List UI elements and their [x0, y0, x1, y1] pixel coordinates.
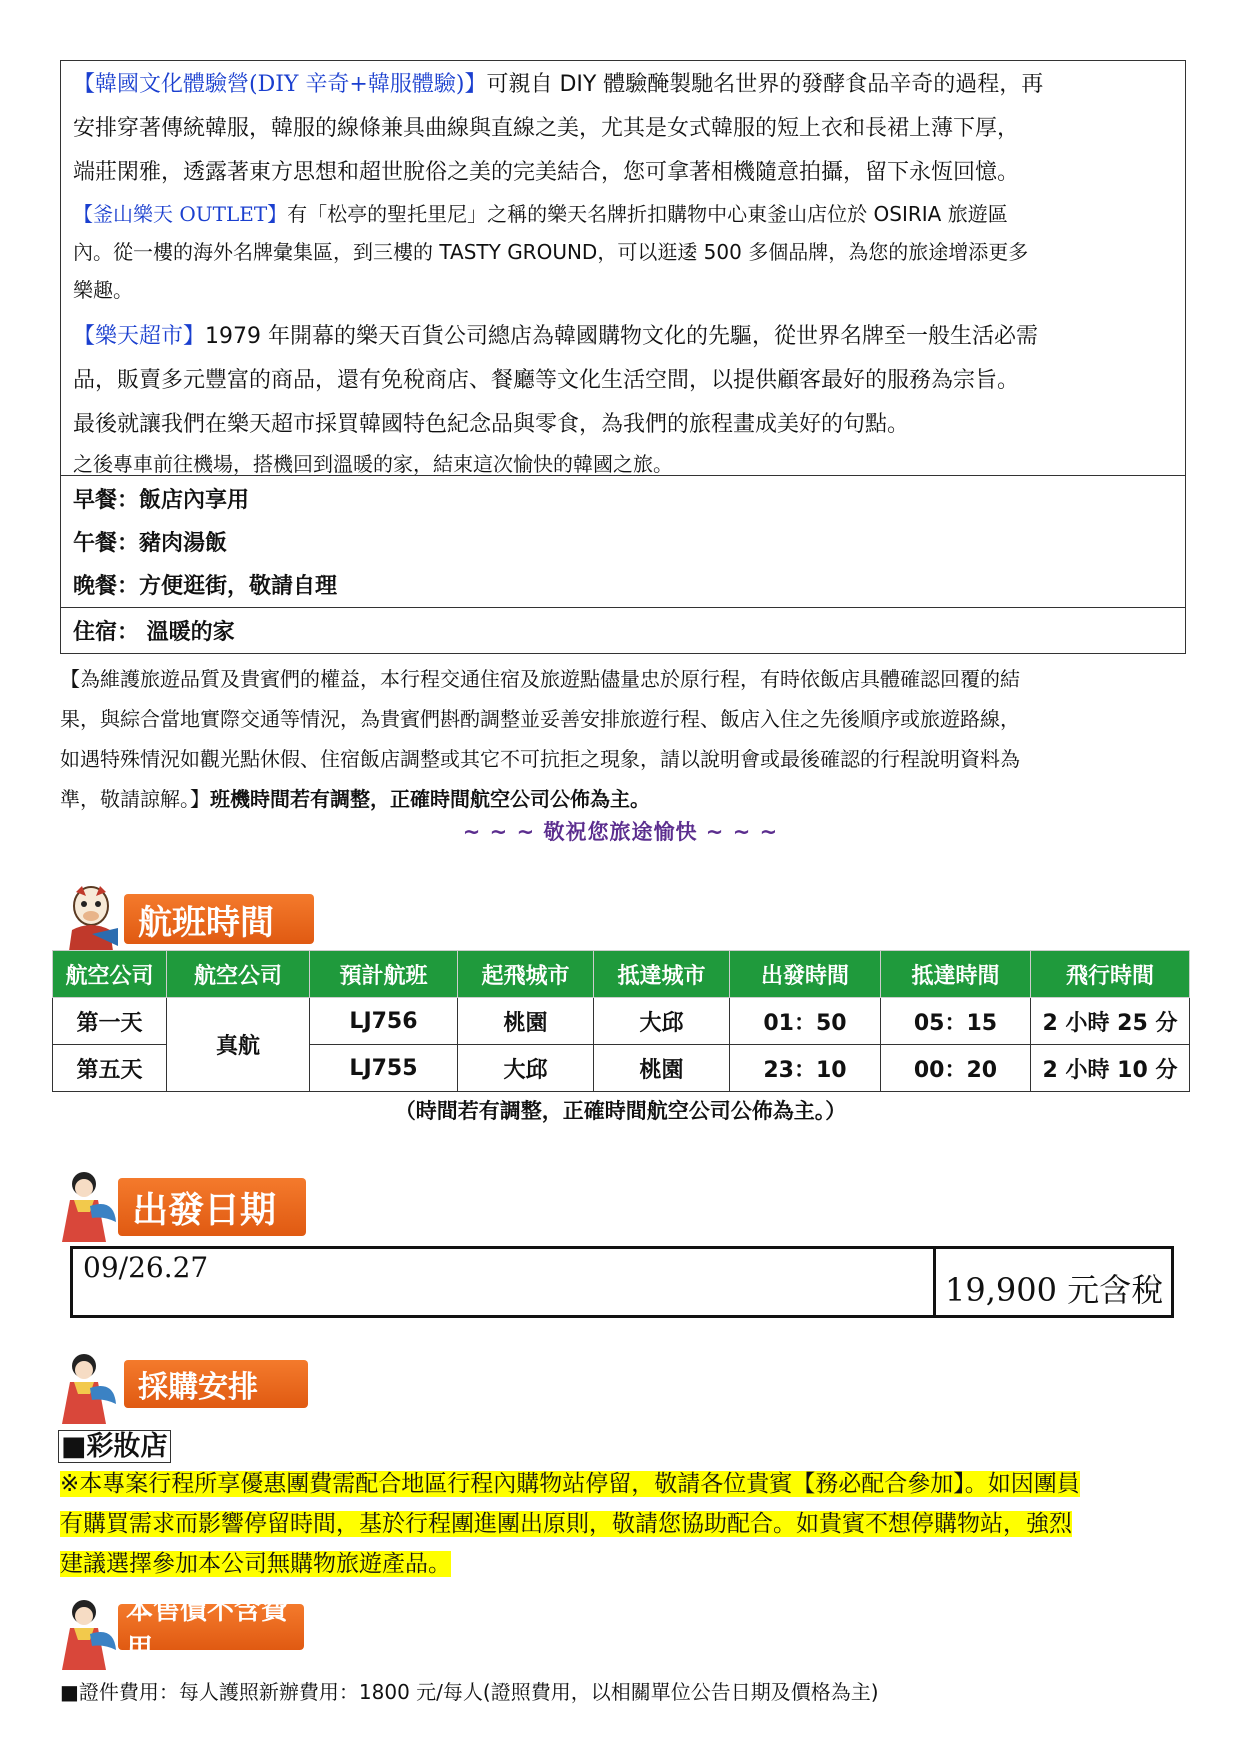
col-header: 航空公司 — [53, 951, 167, 998]
col-header: 抵達城市 — [594, 951, 730, 998]
col-header: 預計航班 — [310, 951, 458, 998]
excluded-fee-line: ■證件費用：每人護照新辦費用：1800 元/每人(證照費用，以相關單位公告日期及價格為主) — [60, 1680, 879, 1704]
notice-line: 如遇特殊情況如觀光點休假、住宿飯店調整或其它不可抗拒之現象，請以說明會或最後確認的行程說明資料為 — [60, 747, 1020, 771]
cell-airline: 真航 — [167, 998, 310, 1092]
cell-from: 桃園 — [458, 998, 594, 1045]
cell-to: 大邱 — [594, 998, 730, 1045]
para-line: 內。從一樓的海外名牌彙集區，到三樓的 TASTY GROUND，可以逛逶 500 多個品牌，為您的旅途增添更多 — [73, 240, 1029, 264]
para-line: 安排穿著傳統韓服，韓服的線條兼具曲線與直線之美，尤其是女式韓服的短上衣和長裙上薄下厚， — [73, 116, 1020, 141]
wish-text: ~ ~ ~ 敬祝您旅途愉快 ~ ~ ~ — [462, 820, 779, 844]
lodging: 住宿： 溫暖的家 — [73, 620, 235, 645]
table-row — [53, 998, 1190, 1045]
cell-dur: 2 小時 10 分 — [1031, 1045, 1190, 1092]
para-korean-culture: 【韓國文化體驗營(DIY 辛奇+韓服體驗)】可親自 DIY 體驗醃製馳名世界的發酵食品辛奇的過程，再 — [73, 72, 1044, 97]
meal-lunch: 午餐：豬肉湯飯 — [73, 531, 228, 556]
cell-dep: 01：50 — [730, 998, 881, 1045]
cell-arr: 05：15 — [881, 998, 1031, 1045]
divider — [61, 475, 1185, 476]
cell-day: 第一天 — [53, 998, 167, 1045]
flight-table — [52, 950, 1190, 1092]
col-header: 抵達時間 — [881, 951, 1031, 998]
cell-day: 第五天 — [53, 1045, 167, 1092]
shopping-warning: ※本專案行程所享優惠團費需配合地區行程內購物站停留，敬請各位貴賓【務必配合參加】。如因團員 — [60, 1471, 1080, 1497]
cell-dep: 23：10 — [730, 1045, 881, 1092]
col-header: 飛行時間 — [1031, 951, 1190, 998]
hanbok-girl-icon — [60, 1168, 118, 1242]
para-title: 【樂天超市】 — [73, 324, 206, 349]
divider — [61, 607, 1185, 608]
tour-price: 19,900 元含稅 — [945, 1271, 1164, 1309]
excluded-section-title: 本售價不含費用 — [118, 1604, 304, 1650]
cell-from: 大邱 — [458, 1045, 594, 1092]
cell-flight: LJ756 — [310, 998, 458, 1045]
departure-date: 09/26.27 — [83, 1251, 209, 1284]
cell-to: 桃園 — [594, 1045, 730, 1092]
flights-section-title: 航班時間 — [124, 894, 314, 944]
col-header: 起飛城市 — [458, 951, 594, 998]
para-line: 最後就讓我們在樂天超市採買韓國特色紀念品與零食，為我們的旅程畫成美好的句點。 — [73, 412, 910, 437]
shopping-store: ■彩妝店 — [58, 1424, 171, 1463]
price-box — [70, 1246, 1174, 1318]
notice-line: 果，與綜合當地實際交通等情況，為貴賓們斟酌調整並妥善安排旅遊行程、飯店入住之先後順序或旅遊路線， — [60, 707, 1020, 731]
para-lotte-mart: 【樂天超市】1979 年開幕的樂天百貨公司總店為韓國購物文化的先驅，從世界名牌至一般生活必需 — [73, 324, 1038, 349]
cell-dur: 2 小時 25 分 — [1031, 998, 1190, 1045]
table-header-row — [53, 951, 1190, 998]
para-line: 樂趣。 — [73, 278, 133, 302]
shopping-section-title: 採購安排 — [124, 1360, 308, 1408]
cell-flight: LJ755 — [310, 1045, 458, 1092]
para-line: 之後專車前往機場，搭機回到溫暖的家，結束這次愉快的韓國之旅。 — [73, 452, 673, 476]
hanbok-girl-icon — [60, 1596, 118, 1670]
meal-breakfast: 早餐：飯店內享用 — [73, 488, 250, 513]
para-line: 端莊閑雅，透露著東方思想和超世脫俗之美的完美結合，您可拿著相機隨意拍攝，留下永恆回憶。 — [73, 160, 1020, 185]
cell-arr: 00：20 — [881, 1045, 1031, 1092]
para-line: 品，販賣多元豐富的商品，還有免稅商店、餐廳等文化生活空間，以提供顧客最好的服務為宗旨。 — [73, 368, 1020, 393]
meal-dinner: 晚餐：方便逛街，敬請自理 — [73, 574, 338, 599]
departure-section-title: 出發日期 — [118, 1178, 306, 1236]
para-title: 【釜山樂天 OUTLET】 — [73, 202, 288, 226]
itinerary-box — [60, 60, 1186, 654]
horse-mascot-icon — [62, 884, 120, 958]
para-outlet: 【釜山樂天 OUTLET】有「松亭的聖托里尼」之稱的樂天名牌折扣購物中心東釜山店位於 OSIRIA 旅遊區 — [73, 202, 1008, 226]
notice-line: 【為維護旅遊品質及貴賓們的權益，本行程交通住宿及旅遊點儘量忠於原行程，有時依飯店具體確認回覆的結 — [60, 667, 1020, 691]
hanbok-girl-icon — [60, 1350, 118, 1424]
para-title: 【韓國文化體驗營(DIY 辛奇+韓服體驗)】 — [73, 72, 487, 97]
col-header: 航空公司 — [167, 951, 310, 998]
col-header: 出發時間 — [730, 951, 881, 998]
flight-note: （時間若有調整，正確時間航空公司公佈為主。） — [394, 1099, 847, 1123]
notice-line: 準，敬請諒解。】班機時間若有調整，正確時間航空公司公佈為主。 — [60, 787, 650, 811]
divider — [933, 1249, 936, 1315]
shopping-warning: 建議選擇參加本公司無購物旅遊產品。 — [60, 1551, 451, 1577]
shopping-warning: 有購買需求而影響停留時間，基於行程團進團出原則，敬請您協助配合。如貴賓不想停購物站，強烈 — [60, 1511, 1072, 1537]
